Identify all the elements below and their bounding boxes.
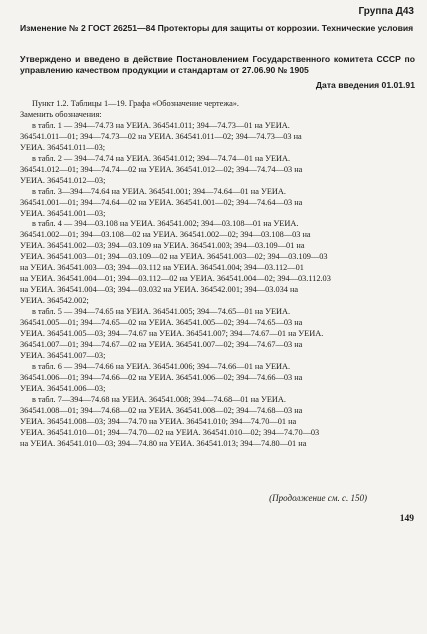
body-line: 364541.011—01; 394—74.73—02 на УЕИА. 364541.011—02; 394—74.73—03 на: [20, 131, 302, 141]
body-line: на УЕИА. 364541.010—03; 394—74.80 на УЕИА. 364541.013; 394—74.80—01 на: [20, 438, 307, 448]
body-line: УЕИА. 364541.001—03;: [20, 208, 106, 218]
body-line: УЕИА. 364541.005—03; 394—74.67 на УЕИА. 364541.007; 394—74.67—01 на УЕИА.: [20, 329, 324, 339]
body-line: в табл. 4 — 394—03.108 на УЕИА. 364541.002; 394—03.108—01 на УЕИА.: [32, 219, 299, 229]
body-line: УЕИА. 364541.007—03;: [20, 350, 106, 360]
body-line: в табл. 2 — 394—74.74 на УЕИА. 364541.012; 394—74.74—01 на УЕИА.: [32, 153, 291, 163]
body-line: УЕИА. 364541.003—01; 394—03.109—02 на УЕИА. 364541.003—02; 394—03.109—03: [20, 252, 328, 262]
body-line: 364541.006—01; 394—74.66—02 на УЕИА. 364541.006—02; 394—74.66—03 на: [20, 372, 303, 382]
body-line: 364541.008—01; 394—74.68—02 на УЕИА. 364541.008—02; 394—74.68—03 на: [20, 405, 303, 415]
body-line: 364541.002—01; 394—03.108—02 на УЕИА. 364541.002—02; 394—03.108—03 на: [20, 230, 311, 240]
body-line: в табл. 6 — 394—74.66 на УЕИА. 364541.006; 394—74.66—01 на УЕИА.: [32, 361, 291, 371]
body-line: Заменить обозначения:: [20, 109, 102, 119]
body-line: УЕИА. 364541.008—03; 394—74.70 на УЕИА. 364541.010; 394—74.70—01 на: [20, 416, 297, 426]
body-line: 364541.012—01; 394—74.74—02 на УЕИА. 364541.012—02; 394—74.74—03 на: [20, 164, 303, 174]
page-number: 149: [399, 514, 414, 524]
body-line: в табл. 7—394—74.68 на УЕИА. 364541.008; 394—74.68—01 на УЕИА.: [32, 394, 286, 404]
body-line: на УЕИА. 364541.004—03; 394—03.032 на УЕИА. 364542.001; 394—03.034 на: [20, 285, 299, 295]
body-line: УЕИА. 364541.011—03;: [20, 142, 106, 152]
body-line: УЕИА. 364541.010—01; 394—74.70—02 на УЕИА. 364541.010—02; 394—74.70—03: [20, 427, 320, 437]
body-line: УЕИА. 364541.002—03; 394—03.109 на УЕИА. 364541.003; 394—03.109—01 на: [20, 241, 305, 251]
body-line: на УЕИА. 364541.004—01; 394—03.112—02 на УЕИА. 364541.004—02; 394—03.112.03: [20, 274, 331, 284]
body-line: Пункт 1.2. Таблицы 1—19. Графа «Обозначение чертежа».: [32, 99, 239, 108]
body-line: в табл. 5 — 394—74.65 на УЕИА. 364541.005; 394—74.65—01 на УЕИА.: [32, 307, 291, 317]
effective-date: Дата введения 01.01.91: [315, 80, 415, 90]
body-line: на УЕИА. 364541.003—03; 394—03.112 на УЕИА. 364541.004; 394—03.112—01: [20, 263, 304, 273]
body-line: 364541.007—01; 394—74.67—02 на УЕИА. 364541.007—02; 394—74.67—03 на: [20, 339, 303, 349]
amendment-body: [20, 99, 415, 450]
decree-text: Утверждено и введено в действие Постановлением Государственного комитета СССР по управлению качеством продукции и стандартам от 27.06.90 № 1905: [20, 54, 415, 75]
body-line: УЕИА. 364541.012—03;: [20, 175, 106, 185]
body-line: УЕИА. 364541.006—03;: [20, 383, 106, 393]
continuation-note: (Продолжение см. с. 150): [269, 493, 367, 503]
body-line: в табл. 3—394—74.64 на УЕИА. 364541.001; 394—74.64—01 на УЕИА.: [32, 186, 286, 196]
body-line: 364541.001—01; 394—74.64—02 на УЕИА. 364541.001—02; 394—74.64—03 на: [20, 197, 303, 207]
body-line: УЕИА. 364542.002;: [20, 296, 89, 306]
group-code: Группа Д43: [358, 6, 414, 17]
amendment-header: Изменение № 2 ГОСТ 26251—84 Протекторы для защиты от коррозии. Технические условия: [20, 23, 414, 33]
body-line: в табл. 1 — 394—74.73 на УЕИА. 364541.011; 394—74.73—01 на УЕИА.: [32, 120, 290, 130]
body-line: 364541.005—01; 394—74.65—02 на УЕИА. 364541.005—02; 394—74.65—03 на: [20, 318, 303, 328]
